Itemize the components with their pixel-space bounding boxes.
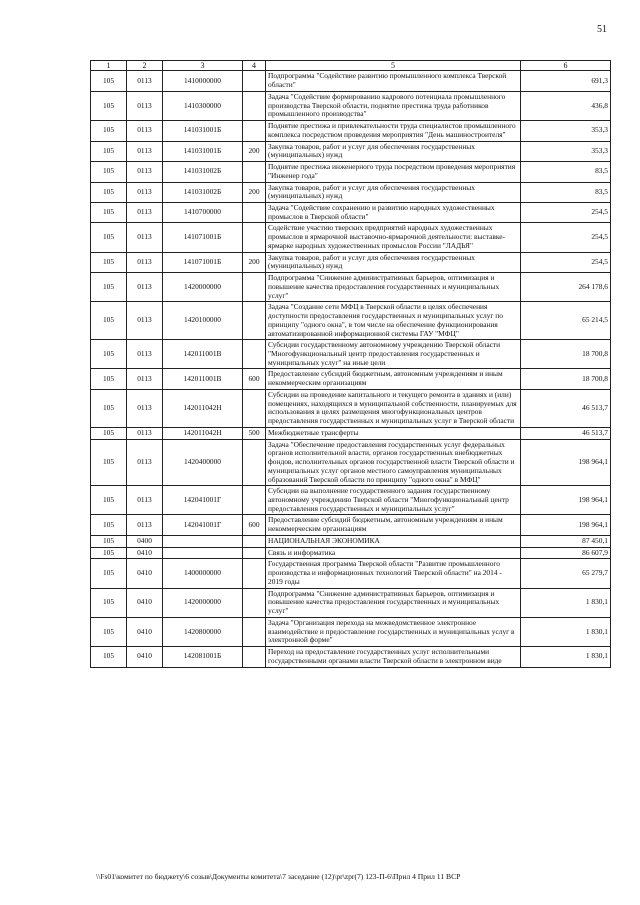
cell-amount: 18 700,8 (521, 369, 611, 389)
table-row (91, 389, 611, 427)
cell-section-code: 0113 (127, 162, 163, 182)
table-row (91, 71, 611, 91)
cell-amount: 691,3 (521, 71, 611, 91)
cell-admin-code: 105 (91, 547, 127, 559)
cell-expense-type (243, 547, 266, 559)
cell-amount: 46 513,7 (521, 389, 611, 427)
cell-admin-code: 105 (91, 91, 127, 120)
cell-description: Закупка товаров, работ и услуг для обеспечения государственных (муниципальных) нужд (266, 141, 521, 161)
table-row (91, 617, 611, 646)
cell-expense-type (243, 647, 266, 667)
cell-amount: 198 964,1 (521, 439, 611, 486)
cell-description: Поднятие престижа инженерного труда посредством проведения мероприятия "Инженер года" (266, 162, 521, 182)
cell-admin-code: 105 (91, 162, 127, 182)
cell-expense-type (243, 535, 266, 547)
cell-amount: 86 607,9 (521, 547, 611, 559)
cell-section-code: 0410 (127, 617, 163, 646)
cell-admin-code: 105 (91, 340, 127, 369)
cell-description: Закупка товаров, работ и услуг для обеспечения государственных (муниципальных) нужд (266, 182, 521, 202)
cell-target-article: 1420400000 (163, 439, 243, 486)
cell-target-article: 141071001Б (163, 223, 243, 252)
cell-expense-type: 200 (243, 182, 266, 202)
cell-section-code: 0113 (127, 340, 163, 369)
cell-expense-type (243, 389, 266, 427)
cell-target-article: 142011001В (163, 369, 243, 389)
cell-target-article: 142011042Н (163, 389, 243, 427)
cell-description: НАЦИОНАЛЬНАЯ ЭКОНОМИКА (266, 535, 521, 547)
table-row (91, 515, 611, 535)
cell-target-article: 1410000000 (163, 71, 243, 91)
cell-amount: 83,5 (521, 182, 611, 202)
cell-description: Задача "Обеспечение предоставления государственных услуг федеральных органов исполнительной власти, органов государственных внебюджетных фондов, исполнительных органов государственной власти Тверской области и муниципальных услуг органов местного самоуправления муниципальных образований Тверской области по принципу "одного окна" в МФЦ" (266, 439, 521, 486)
cell-expense-type (243, 162, 266, 182)
cell-expense-type: 600 (243, 515, 266, 535)
table-row (91, 182, 611, 202)
cell-target-article: 1410300000 (163, 91, 243, 120)
cell-target-article: 142081001Б (163, 647, 243, 667)
cell-section-code: 0113 (127, 71, 163, 91)
cell-admin-code: 105 (91, 121, 127, 141)
cell-description: Задача "Содействие формированию кадрового потенциала промышленного производства Тверской области, поднятие престижа труда работников промышленного производства" (266, 91, 521, 120)
cell-section-code: 0113 (127, 369, 163, 389)
cell-amount: 18 700,8 (521, 340, 611, 369)
table-row (91, 273, 611, 302)
table-row (91, 588, 611, 617)
cell-expense-type (243, 202, 266, 222)
cell-section-code: 0113 (127, 121, 163, 141)
cell-expense-type (243, 121, 266, 141)
cell-amount: 46 513,7 (521, 427, 611, 439)
cell-target-article: 1420000000 (163, 588, 243, 617)
cell-admin-code: 105 (91, 559, 127, 588)
cell-amount: 65 214,5 (521, 302, 611, 340)
cell-admin-code: 105 (91, 273, 127, 302)
cell-target-article: 141031001Б (163, 141, 243, 161)
column-header: 2 (127, 61, 163, 71)
cell-expense-type (243, 486, 266, 515)
table-row (91, 162, 611, 182)
cell-amount: 65 279,7 (521, 559, 611, 588)
cell-section-code: 0113 (127, 439, 163, 486)
cell-section-code: 0113 (127, 202, 163, 222)
column-header: 1 (91, 61, 127, 71)
cell-target-article: 1420100000 (163, 302, 243, 340)
cell-target-article: 1420000000 (163, 273, 243, 302)
table-row (91, 302, 611, 340)
cell-target-article: 1410700000 (163, 202, 243, 222)
cell-section-code: 0113 (127, 141, 163, 161)
cell-description: Содействие участию тверских предприятий народных художественных промыслов в ярмарочной выставочно-ярмарочной деятельности: выставке-ярмарке народных художественных промыслов России "ЛАДЬЯ" (266, 223, 521, 252)
cell-admin-code: 105 (91, 535, 127, 547)
cell-description: Переход на предоставление государственных услуг исполнительными государственными органами власти Тверской области в электронном виде (266, 647, 521, 667)
cell-description: Задача "Содействие сохранению и развитию народных художественных промыслов в Тверской области" (266, 202, 521, 222)
cell-admin-code: 105 (91, 617, 127, 646)
cell-description: Связь и информатика (266, 547, 521, 559)
cell-section-code: 0400 (127, 535, 163, 547)
cell-description: Задача "Организация перехода на межведомственное электронное взаимодействие и предоставление государственных и муниципальных услуг в электронной форме" (266, 617, 521, 646)
cell-description: Предоставление субсидий бюджетным, автономным учреждениям и иным некоммерческим организациям (266, 369, 521, 389)
cell-amount: 436,8 (521, 91, 611, 120)
cell-expense-type (243, 91, 266, 120)
cell-amount: 353,3 (521, 141, 611, 161)
cell-description: Предоставление субсидий бюджетным, автономным учреждениям и иным некоммерческим организациям (266, 515, 521, 535)
cell-section-code: 0113 (127, 223, 163, 252)
cell-section-code: 0113 (127, 389, 163, 427)
cell-description: Подпрограмма "Снижение административных барьеров, оптимизация и повышение качества предоставления государственных и муниципальных услуг" (266, 273, 521, 302)
cell-target-article: 142041001Г (163, 515, 243, 535)
cell-description: Субсидии на выполнение государственного задания государственному автономному учреждению Тверской области "Многофункциональный центр предоставления государственных и муниципальных услуг" (266, 486, 521, 515)
cell-section-code: 0113 (127, 486, 163, 515)
cell-description: Государственная программа Тверской области "Развитие промышленного производства и информационных технологий Тверской области" на 2014 - 2019 годы (266, 559, 521, 588)
table-row (91, 439, 611, 486)
cell-target-article: 141031002Б (163, 162, 243, 182)
cell-section-code: 0113 (127, 182, 163, 202)
cell-section-code: 0113 (127, 252, 163, 272)
cell-admin-code: 105 (91, 252, 127, 272)
cell-amount: 1 830,1 (521, 588, 611, 617)
page-number: 51 (597, 24, 607, 35)
cell-section-code: 0113 (127, 302, 163, 340)
cell-target-article: 142011001В (163, 340, 243, 369)
table-row (91, 91, 611, 120)
cell-expense-type (243, 273, 266, 302)
cell-admin-code: 105 (91, 515, 127, 535)
cell-target-article: 142011042Н (163, 427, 243, 439)
cell-amount: 1 830,1 (521, 647, 611, 667)
cell-expense-type (243, 302, 266, 340)
cell-expense-type (243, 588, 266, 617)
cell-amount: 254,5 (521, 252, 611, 272)
file-path-footer: \\Fs01\комитет по бюджету\6 созыв\Документы комитета\7 заседание (12)\pr\zpr(7) 123-П-6\Прил 4 Прил 11 ВСР (96, 872, 461, 881)
cell-admin-code: 105 (91, 427, 127, 439)
cell-target-article: 141071001Б (163, 252, 243, 272)
cell-target-article: 1420800000 (163, 617, 243, 646)
cell-description: Межбюджетные трансферты (266, 427, 521, 439)
cell-amount: 198 964,1 (521, 515, 611, 535)
cell-expense-type (243, 559, 266, 588)
cell-expense-type: 200 (243, 141, 266, 161)
cell-amount: 87 450,1 (521, 535, 611, 547)
cell-expense-type (243, 223, 266, 252)
table-row (91, 121, 611, 141)
cell-expense-type: 500 (243, 427, 266, 439)
table-row (91, 559, 611, 588)
table-row (91, 486, 611, 515)
cell-amount: 353,3 (521, 121, 611, 141)
cell-expense-type: 200 (243, 252, 266, 272)
table-row (91, 535, 611, 547)
table-row (91, 427, 611, 439)
cell-amount: 254,5 (521, 202, 611, 222)
cell-admin-code: 105 (91, 389, 127, 427)
table-row (91, 340, 611, 369)
cell-description: Подпрограмма "Содействие развитию промышленного комплекса Тверской области" (266, 71, 521, 91)
cell-section-code: 0113 (127, 91, 163, 120)
table-row (91, 252, 611, 272)
cell-expense-type (243, 617, 266, 646)
cell-admin-code: 105 (91, 486, 127, 515)
table-row (91, 547, 611, 559)
cell-section-code: 0113 (127, 515, 163, 535)
table-row (91, 647, 611, 667)
column-header: 4 (243, 61, 266, 71)
cell-target-article (163, 535, 243, 547)
budget-table (90, 60, 611, 668)
cell-admin-code: 105 (91, 647, 127, 667)
table-row (91, 141, 611, 161)
cell-admin-code: 105 (91, 71, 127, 91)
column-header: 3 (163, 61, 243, 71)
cell-amount: 264 178,6 (521, 273, 611, 302)
cell-description: Поднятие престижа и привлекательности труда специалистов промышленного комплекса посредством проведения мероприятия "День машиностроителя" (266, 121, 521, 141)
cell-amount: 254,5 (521, 223, 611, 252)
cell-section-code: 0410 (127, 647, 163, 667)
cell-amount: 83,5 (521, 162, 611, 182)
cell-section-code: 0113 (127, 273, 163, 302)
cell-expense-type (243, 439, 266, 486)
cell-description: Подпрограмма "Снижение административных барьеров, оптимизация и повышение качества предоставления государственных и муниципальных услуг" (266, 588, 521, 617)
cell-description: Задача "Создание сети МФЦ в Тверской области в целях обеспечения доступности предоставления государственных и муниципальных услуг по принципу "одного окна", в том числе на обеспечение функционирования автоматизированной информационной системы ГАУ "МФЦ" (266, 302, 521, 340)
table-row (91, 223, 611, 252)
column-header: 6 (521, 61, 611, 71)
cell-description: Субсидии на проведение капитального и текущего ремонта в зданиях и (или) помещениях, находящихся в муниципальной собственности, планируемых для использования в целях размещения многофункциональных центров предоставления государственных и муниципальных услуг в Тверской области (266, 389, 521, 427)
cell-admin-code: 105 (91, 369, 127, 389)
cell-description: Закупка товаров, работ и услуг для обеспечения государственных (муниципальных) нужд (266, 252, 521, 272)
cell-amount: 198 964,1 (521, 486, 611, 515)
table-row (91, 369, 611, 389)
cell-admin-code: 105 (91, 141, 127, 161)
cell-section-code: 0410 (127, 559, 163, 588)
cell-admin-code: 105 (91, 588, 127, 617)
cell-admin-code: 105 (91, 439, 127, 486)
table-row (91, 202, 611, 222)
cell-admin-code: 105 (91, 302, 127, 340)
cell-section-code: 0410 (127, 547, 163, 559)
cell-admin-code: 105 (91, 202, 127, 222)
cell-target-article: 142041001Г (163, 486, 243, 515)
table-header-row (91, 61, 611, 71)
cell-target-article: 141031002Б (163, 182, 243, 202)
cell-description: Субсидии государственному автономному учреждению Тверской области "Многофункциональный центр предоставления государственных и муниципальных услуг" на иные цели (266, 340, 521, 369)
cell-admin-code: 105 (91, 223, 127, 252)
cell-expense-type: 600 (243, 369, 266, 389)
cell-expense-type (243, 340, 266, 369)
column-header: 5 (266, 61, 521, 71)
cell-section-code: 0410 (127, 588, 163, 617)
cell-expense-type (243, 71, 266, 91)
cell-amount: 1 830,1 (521, 617, 611, 646)
cell-admin-code: 105 (91, 182, 127, 202)
cell-target-article: 1400000000 (163, 559, 243, 588)
cell-section-code: 0113 (127, 427, 163, 439)
cell-target-article (163, 547, 243, 559)
cell-target-article: 141031001Б (163, 121, 243, 141)
